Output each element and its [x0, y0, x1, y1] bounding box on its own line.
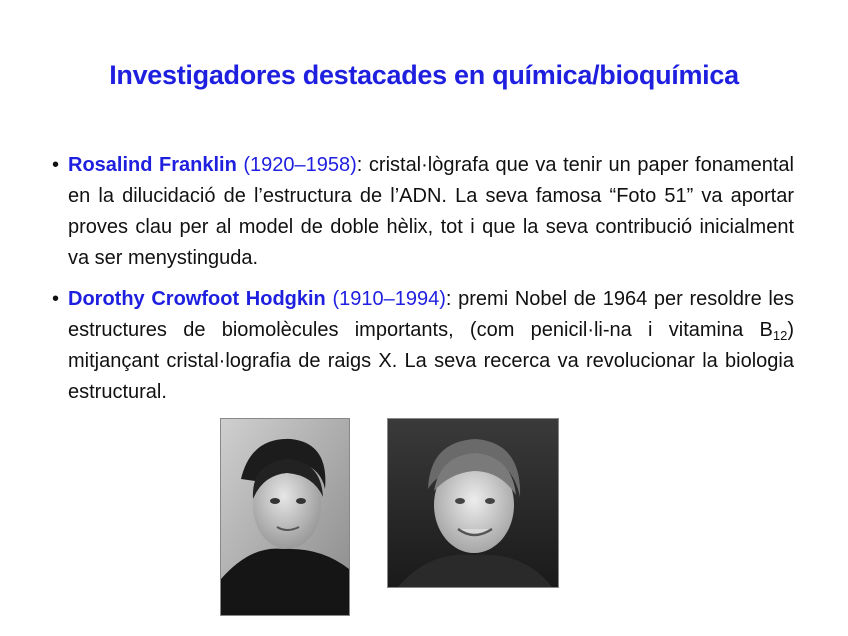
person-description-end: ) mitjançant cristal·lografia de raigs X. La seva recerca va revolucionar la biologia estructural. [68, 319, 794, 403]
person-name: Dorothy Crowfoot Hodgkin [68, 288, 326, 310]
person-years: (1910–1994) [332, 288, 446, 310]
bullet-item-hodgkin [52, 284, 794, 408]
bullet-icon: • [52, 154, 60, 176]
vitamin-subscript: 12 [772, 328, 788, 343]
bullet-item-franklin [52, 150, 794, 274]
person-name: Rosalind Franklin [68, 154, 237, 176]
person-description: : cristal·lògrafa que va tenir un paper fonamental en la dilucidació de l’estructura de l’ADN. La seva famosa “Foto 51” va aportar proves clau per al model de doble hèlix, tot i que la seva contribució inicialment va ser menystinguda. [68, 154, 794, 269]
portrait-franklin-image [220, 418, 350, 616]
slide-title: Investigadores destacades en química/bioquímica [109, 60, 739, 90]
portrait-hodgkin-image [387, 418, 559, 588]
person-years: (1920–1958) [243, 154, 357, 176]
bullet-list [52, 150, 794, 418]
bullet-icon: • [52, 288, 60, 310]
person-description: : premi Nobel de 1964 per resoldre les estructures de biomolècules importants, (com penicil·li-na i vitamina B [68, 288, 794, 341]
